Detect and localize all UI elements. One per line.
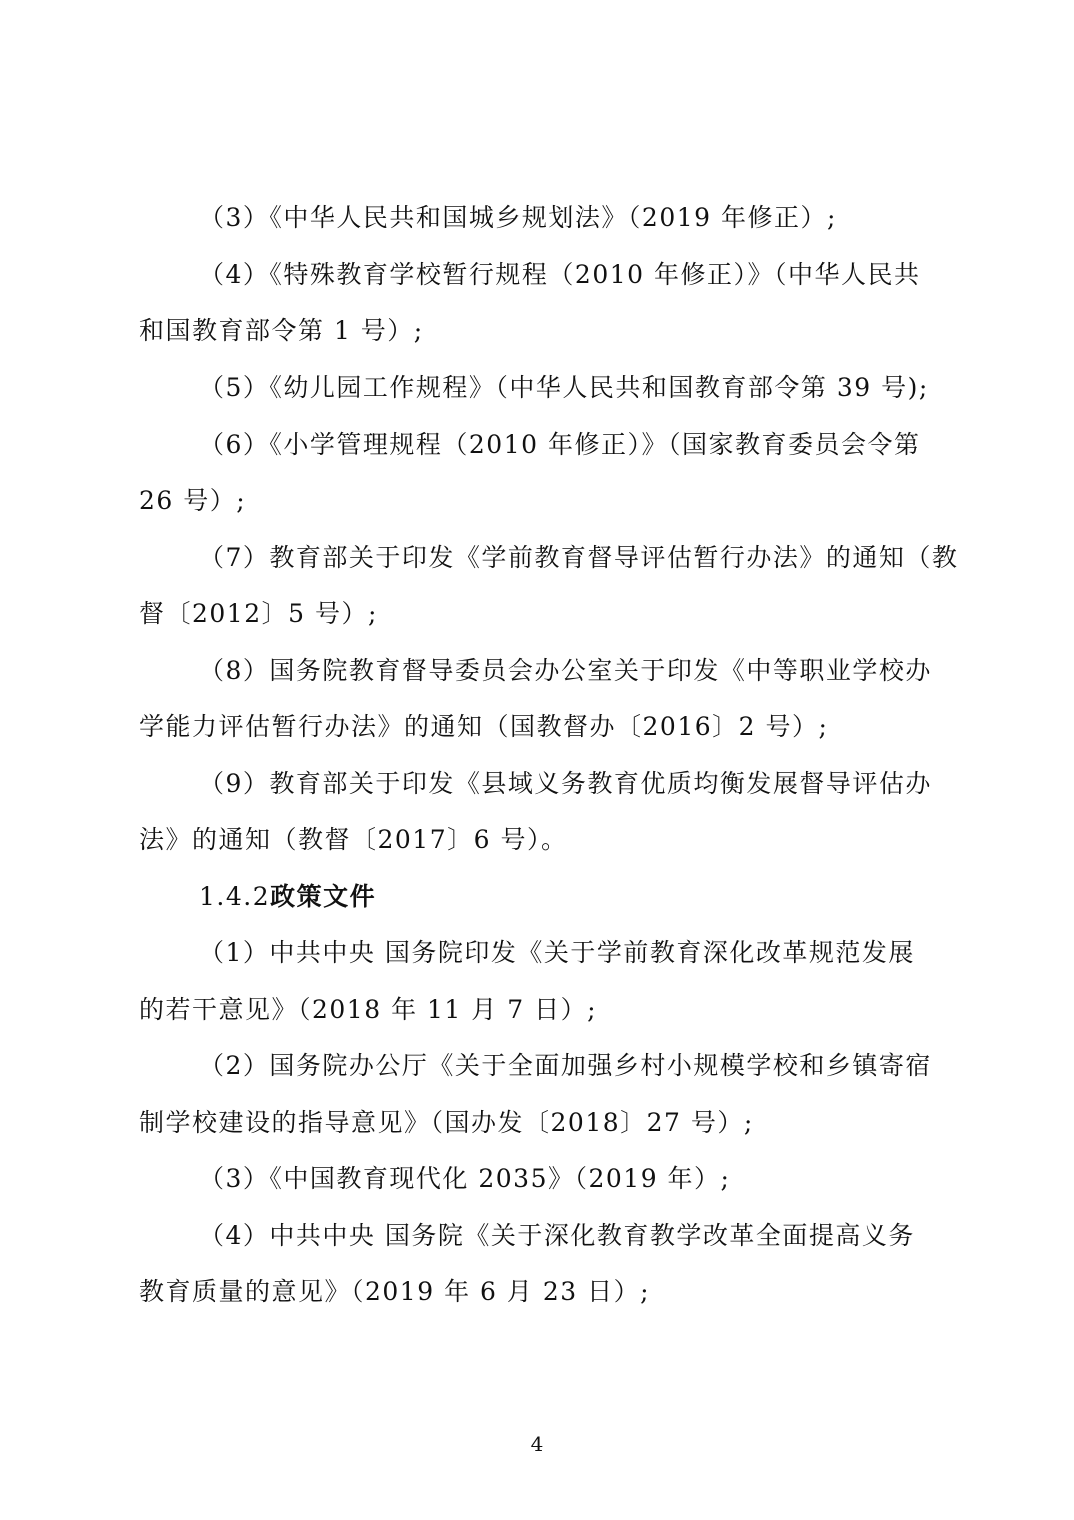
law-item-5: （5）《幼儿园工作规程》（中华人民共和国教育部令第 39 号); [199, 373, 929, 402]
policy-item-4-continued: 教育质量的意见》（2019 年 6 月 23 日）; [139, 1277, 650, 1306]
section-number: 1.4.2 [199, 882, 271, 911]
law-item-6: （6）《小学管理规程（2010 年修正）》（国家教育委员会令第 [199, 430, 921, 459]
law-item-7-continued: 督〔2012〕5 号）; [139, 599, 378, 628]
law-item-9-continued: 法》的通知（教督〔2017〕6 号）。 [139, 825, 568, 854]
law-item-9: （9）教育部关于印发《县域义务教育优质均衡发展督导评估办 [199, 769, 932, 798]
page-number: 4 [530, 1432, 544, 1456]
policy-item-3: （3）《中国教育现代化 2035》（2019 年）; [199, 1164, 731, 1193]
law-item-4: （4）《特殊教育学校暂行规程（2010 年修正）》（中华人民共 [199, 260, 921, 289]
policy-item-1-continued: 的若干意见》（2018 年 11 月 7 日）; [139, 995, 597, 1024]
law-item-7: （7）教育部关于印发《学前教育督导评估暂行办法》的通知（教 [199, 543, 959, 572]
law-item-8: （8）国务院教育督导委员会办公室关于印发《中等职业学校办 [199, 656, 932, 685]
policy-item-1: （1）中共中央 国务院印发《关于学前教育深化改革规范发展 [199, 938, 915, 967]
law-item-3: （3）《中华人民共和国城乡规划法》（2019 年修正）; [199, 203, 837, 232]
law-item-4-continued: 和国教育部令第 1 号）; [139, 316, 424, 345]
law-item-8-continued: 学能力评估暂行办法》的通知（国教督办〔2016〕2 号）; [139, 712, 829, 741]
policy-item-4: （4）中共中央 国务院《关于深化教育教学改革全面提高义务 [199, 1221, 915, 1250]
section-title: 政策文件 [270, 882, 377, 911]
law-item-6-continued: 26 号）; [139, 486, 247, 515]
section-heading [199, 882, 999, 912]
policy-item-2: （2）国务院办公厅《关于全面加强乡村小规模学校和乡镇寄宿 [199, 1051, 932, 1080]
policy-item-2-continued: 制学校建设的指导意见》（国办发〔2018〕27 号）; [139, 1108, 754, 1137]
